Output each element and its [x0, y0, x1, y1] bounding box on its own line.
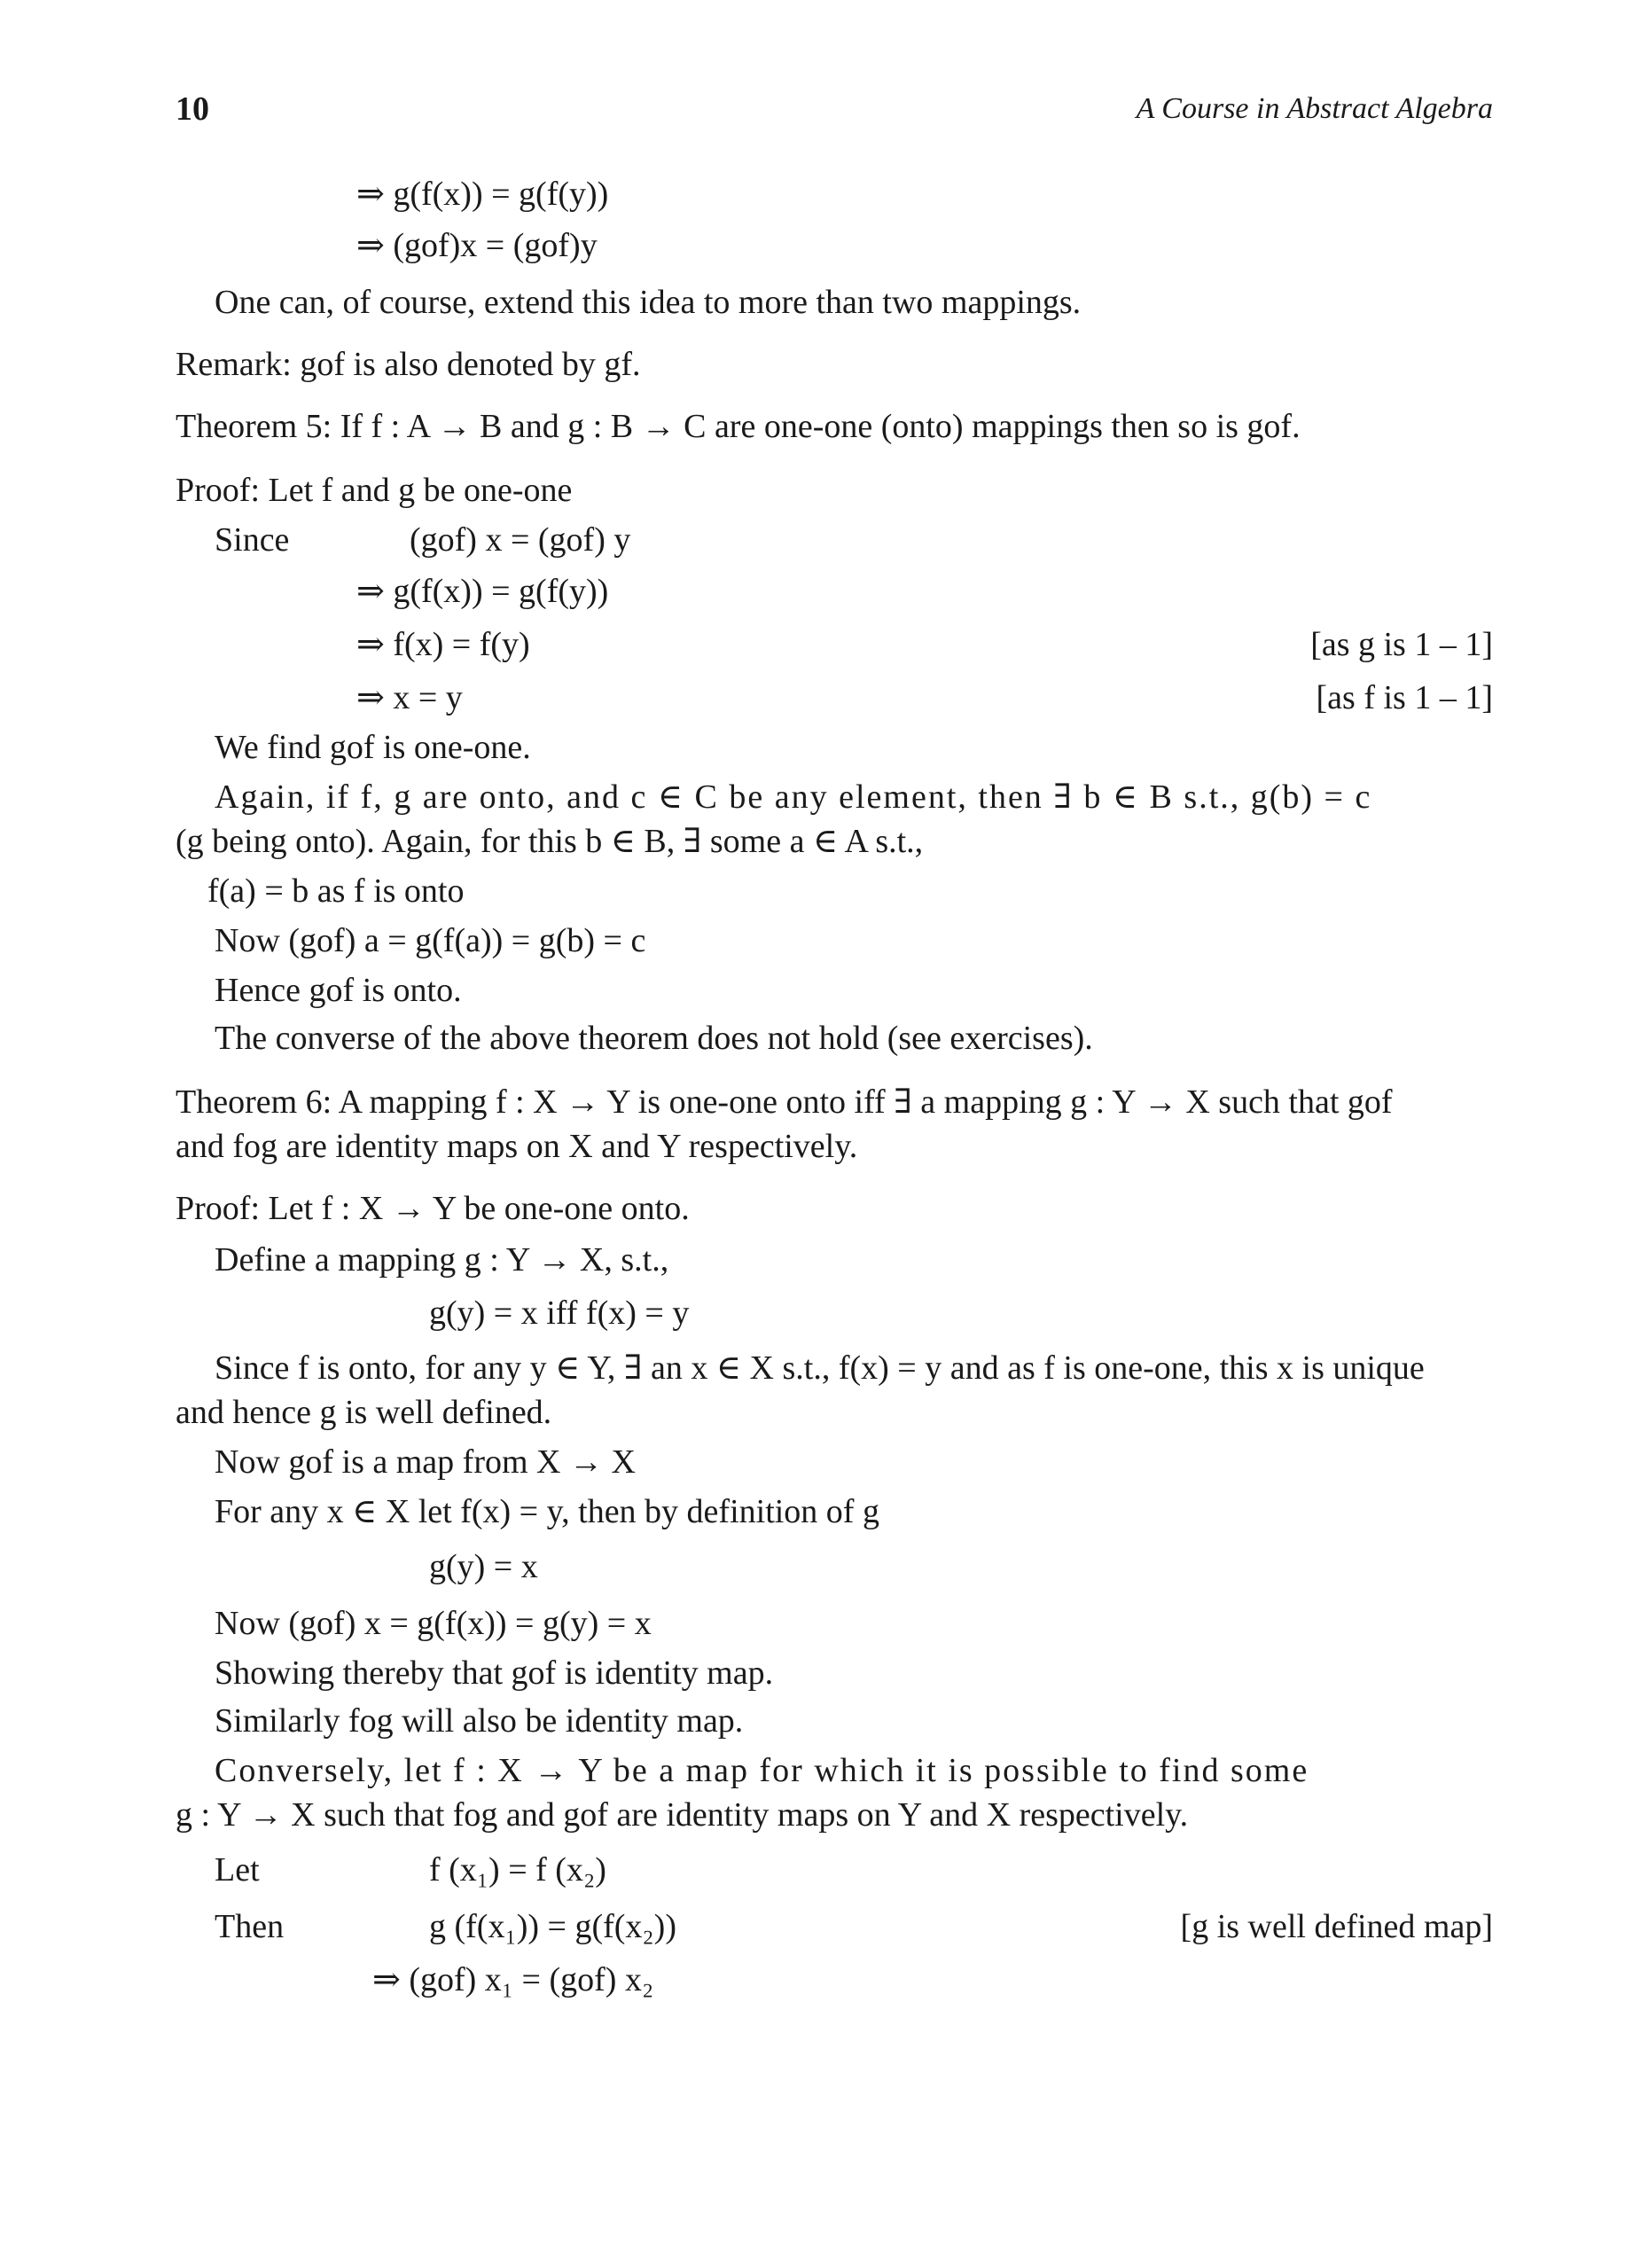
body-text-line: (g being onto). Again, for this b ∈ B, ∃ some a ∈ A s.t.,	[176, 823, 924, 860]
body-text-line: Let	[215, 1851, 260, 1889]
equation-line: f (x₁) = f (x₂)	[429, 1851, 606, 1889]
equation-line: ⇒ g(f(x)) = g(f(y))	[356, 176, 609, 213]
equation-line: Now (gof) a = g(f(a)) = g(b) = c	[215, 922, 646, 959]
body-text-line: Hence gof is onto.	[215, 972, 462, 1009]
equation-line: g(y) = x	[429, 1548, 538, 1585]
body-text-line: One can, of course, extend this idea to more than two mappings.	[215, 284, 1082, 321]
body-text-line: Define a mapping g : Y → X, s.t.,	[215, 1241, 669, 1279]
equation-line: f(a) = b as f is onto	[207, 872, 465, 910]
justification-note: [as f is 1 – 1]	[1316, 679, 1493, 716]
body-text-line: The converse of the above theorem does not hold (see exercises).	[215, 1020, 1093, 1057]
body-text-line: g : Y → X such that fog and gof are identity maps on Y and X respectively.	[176, 1796, 1189, 1834]
body-text-line: Showing thereby that gof is identity map.	[215, 1654, 774, 1692]
justification-note: [as g is 1 – 1]	[1310, 626, 1493, 663]
equation-line: ⇒ (gof)x = (gof)y	[356, 227, 598, 264]
proof-line: Proof: Let f and g be one-one	[176, 472, 573, 509]
body-text-line: Similarly fog will also be identity map.	[215, 1702, 744, 1740]
body-text-line: and hence g is well defined.	[176, 1394, 552, 1431]
theorem-6-statement: and fog are identity maps on X and Y respectively.	[176, 1128, 858, 1165]
equation-line: g(y) = x iff f(x) = y	[429, 1294, 690, 1332]
equation-line: ⇒ (gof) x₁ = (gof) x₂	[372, 1961, 654, 1998]
body-text-line: Since	[215, 521, 290, 559]
theorem-6-statement: Theorem 6: A mapping f : X → Y is one-one onto iff ∃ a mapping g : Y → X such that gof	[176, 1083, 1393, 1121]
body-text-line: We find gof is one-one.	[215, 729, 531, 766]
theorem-5-statement: Theorem 5: If f : A → B and g : B → C are one-one (onto) mappings then so is gof.	[176, 408, 1301, 445]
body-text-line: Again, if f, g are onto, and c ∈ C be any element, then ∃ b ∈ B s.t., g(b) = c	[215, 778, 1372, 816]
equation-line: (gof) x = (gof) y	[410, 521, 631, 559]
body-text-line: Conversely, let f : X → Y be a map for which it is possible to find some	[215, 1752, 1309, 1789]
body-text-line: Since f is onto, for any y ∈ Y, ∃ an x ∈ X s.t., f(x) = y and as f is one-one, this x is unique	[215, 1349, 1425, 1387]
equation-line: ⇒ x = y	[356, 679, 463, 716]
proof-line: Proof: Let f : X → Y be one-one onto.	[176, 1190, 690, 1227]
equation-line: ⇒ f(x) = f(y)	[356, 626, 530, 663]
running-title: A Course in Abstract Algebra	[1136, 92, 1493, 125]
body-text-line: For any x ∈ X let f(x) = y, then by definition of g	[215, 1493, 879, 1530]
equation-line: g (f(x₁)) = g(f(x₂))	[429, 1908, 676, 1945]
equation-line: Now (gof) x = g(f(x)) = g(y) = x	[215, 1605, 652, 1642]
page-number: 10	[176, 90, 209, 128]
body-text-line: Then	[215, 1908, 285, 1945]
justification-note: [g is well defined map]	[1180, 1908, 1493, 1945]
body-text-line: Now gof is a map from X → X	[215, 1443, 636, 1481]
remark-line: Remark: gof is also denoted by gf.	[176, 346, 641, 383]
equation-line: ⇒ g(f(x)) = g(f(y))	[356, 573, 609, 610]
